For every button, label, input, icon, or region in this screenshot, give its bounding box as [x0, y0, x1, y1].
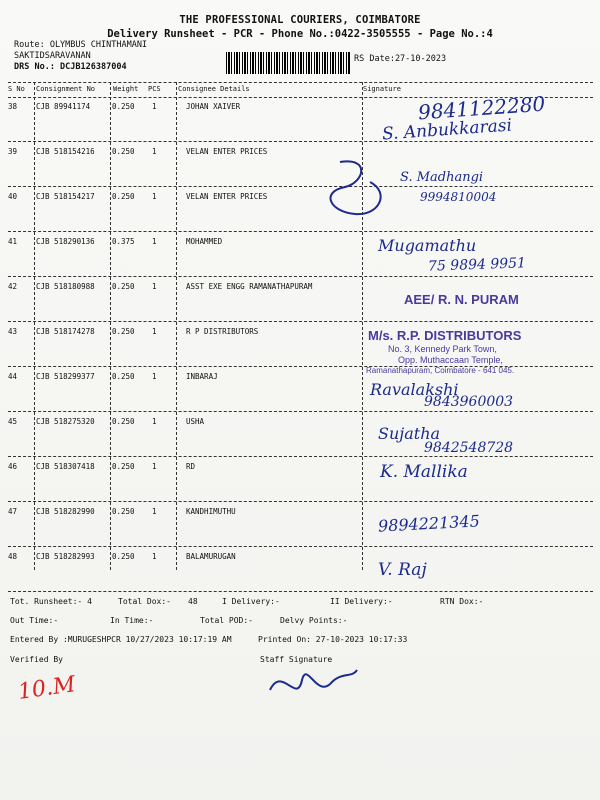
signature-38-phone: 9841122280	[417, 91, 546, 125]
stamp-rp-line1: No. 3, Kennedy Park Town,	[388, 344, 497, 354]
col-consignee: Consignee Details	[178, 85, 250, 93]
row-sno: 47	[8, 507, 18, 516]
row-sno: 40	[8, 192, 18, 201]
row-consignee: INBARAJ	[186, 372, 218, 381]
col-weight: Weight	[113, 85, 139, 93]
total-dox-label: Total Dox:-	[118, 597, 171, 606]
stamp-rp-title: M/s. R.P. DISTRIBUTORS	[368, 328, 522, 343]
total-dox-value: 48	[188, 597, 198, 606]
row-consignee: KANDHIMUTHU	[186, 507, 236, 516]
row-sno: 38	[8, 102, 18, 111]
row-weight: 0.250	[112, 417, 135, 426]
rtn-dox: RTN Dox:-	[440, 597, 484, 606]
col-sno: S No	[8, 85, 25, 93]
verified-mark: 10.M	[16, 672, 77, 705]
row-sno: 48	[8, 552, 18, 561]
delvy-points: Delvy Points:-	[280, 616, 348, 625]
row-pcs: 1	[152, 327, 157, 336]
row-sno: 45	[8, 417, 18, 426]
out-time: Out Time:-	[10, 616, 59, 625]
row-weight: 0.250	[112, 282, 135, 291]
table-row	[8, 186, 593, 232]
row-consignee: R P DISTRIBUTORS	[186, 327, 259, 336]
row-consignee: MOHAMMED	[186, 237, 223, 246]
total-pod: Total POD:-	[200, 616, 253, 625]
signature-39-phone: 9994810004	[420, 190, 497, 204]
row-sno: 44	[8, 372, 18, 381]
col-signature: Signature	[363, 85, 401, 93]
row-consignee: VELAN ENTER PRICES	[186, 147, 268, 156]
row-pcs: 1	[152, 552, 157, 561]
staff-name: SAKTIDSARAVANAN	[14, 51, 91, 61]
signature-47: 9894221345	[377, 511, 481, 536]
row-pcs: 1	[152, 147, 157, 156]
row-weight: 0.250	[112, 552, 135, 561]
row-weight: 0.250	[112, 372, 135, 381]
row-weight: 0.250	[112, 102, 135, 111]
row-sno: 41	[8, 237, 18, 246]
row-pcs: 1	[152, 237, 157, 246]
signature-41-phone: 75 9894 9951	[427, 255, 527, 275]
row-consignee: RD	[186, 462, 196, 471]
row-weight: 0.250	[112, 147, 135, 156]
barcode	[226, 52, 350, 74]
row-pcs: 1	[152, 507, 157, 516]
row-weight: 0.250	[112, 192, 135, 201]
row-sno: 42	[8, 282, 18, 291]
row-consignment: CJB 518282993	[36, 552, 95, 561]
row-sno: 39	[8, 147, 18, 156]
row-weight: 0.250	[112, 507, 135, 516]
row-consignment: CJB 518174278	[36, 327, 95, 336]
stamp-rp-line2: Opp. Muthaccaan Temple,	[398, 355, 503, 365]
table-row	[8, 456, 593, 502]
table-row	[8, 141, 593, 187]
signature-44-phone: 9843960003	[424, 394, 514, 410]
row-pcs: 1	[152, 192, 157, 201]
ii-delivery: II Delivery:-	[330, 597, 393, 606]
row-sno: 46	[8, 462, 18, 471]
table-row	[8, 501, 593, 547]
row-pcs: 1	[152, 462, 157, 471]
row-consignment: CJB 518180988	[36, 282, 95, 291]
row-weight: 0.250	[112, 327, 135, 336]
signature-39: S. Madhangi	[400, 170, 484, 185]
signature-scribble-40	[310, 152, 400, 222]
tot-runsheet: Tot. Runsheet:- 4	[10, 597, 92, 606]
signature-46: K. Mallika	[380, 462, 468, 482]
company-title: THE PROFESSIONAL COURIERS, COIMBATORE	[179, 14, 421, 26]
row-consignment: CJB 518290136	[36, 237, 95, 246]
row-consignment: CJB 518282990	[36, 507, 95, 516]
table-row	[8, 546, 593, 592]
row-consignee: USHA	[186, 417, 205, 426]
staff-signature-scribble	[262, 660, 362, 704]
row-pcs: 1	[152, 282, 157, 291]
signature-45: Sujatha	[378, 424, 441, 443]
route: Route: OLYMBUS CHINTHAMANI	[14, 40, 148, 50]
row-consignment: CJB 518154216	[36, 147, 95, 156]
drs-number: DRS No.: DCJB126387004	[14, 62, 127, 72]
signature-38: S. Anbukkarasi	[381, 115, 513, 145]
stamp-aee: AEE/ R. N. PURAM	[404, 292, 519, 307]
row-pcs: 1	[152, 417, 157, 426]
staff-signature-label: Staff Signature	[260, 655, 333, 664]
row-pcs: 1	[152, 102, 157, 111]
signature-41: Mugamathu	[378, 236, 477, 255]
runsheet-subtitle: Delivery Runsheet - PCR - Phone No.:0422-3505555 - Page No.:4	[107, 28, 493, 40]
row-sno: 43	[8, 327, 18, 336]
col-consignment: Consignment No	[36, 85, 96, 93]
col-pcs: PCS	[148, 85, 161, 93]
i-delivery: I Delivery:-	[222, 597, 280, 606]
signature-45-phone: 9842548728	[424, 440, 514, 456]
row-consignment: CJB 518307418	[36, 462, 95, 471]
row-consignee: VELAN ENTER PRICES	[186, 192, 268, 201]
stamp-rp-line3: Ramanathapuram, Coimbatore - 641 045.	[366, 366, 515, 375]
row-pcs: 1	[152, 372, 157, 381]
row-weight: 0.250	[112, 462, 135, 471]
signature-44: Ravalakshi	[370, 380, 459, 399]
in-time: In Time:-	[110, 616, 154, 625]
signature-48: V. Raj	[378, 560, 427, 580]
row-consignment: CJB 518299377	[36, 372, 95, 381]
entered-by: Entered By :MURUGESHPCR 10/27/2023 10:17:19 AM	[10, 635, 232, 644]
row-consignment: CJB 89941174	[36, 102, 91, 111]
row-consignment: CJB 518275320	[36, 417, 95, 426]
row-consignee: JOHAN XAIVER	[186, 102, 241, 111]
row-consignment: CJB 518154217	[36, 192, 95, 201]
row-weight: 0.375	[112, 237, 135, 246]
verified-by: Verified By	[10, 655, 63, 664]
rs-date: RS Date:27-10-2023	[354, 54, 447, 64]
row-consignee: BALAMURUGAN	[186, 552, 236, 561]
printed-on: Printed On: 27-10-2023 10:17:33	[258, 635, 408, 644]
row-consignee: ASST EXE ENGG RAMANATHAPURAM	[186, 282, 313, 291]
